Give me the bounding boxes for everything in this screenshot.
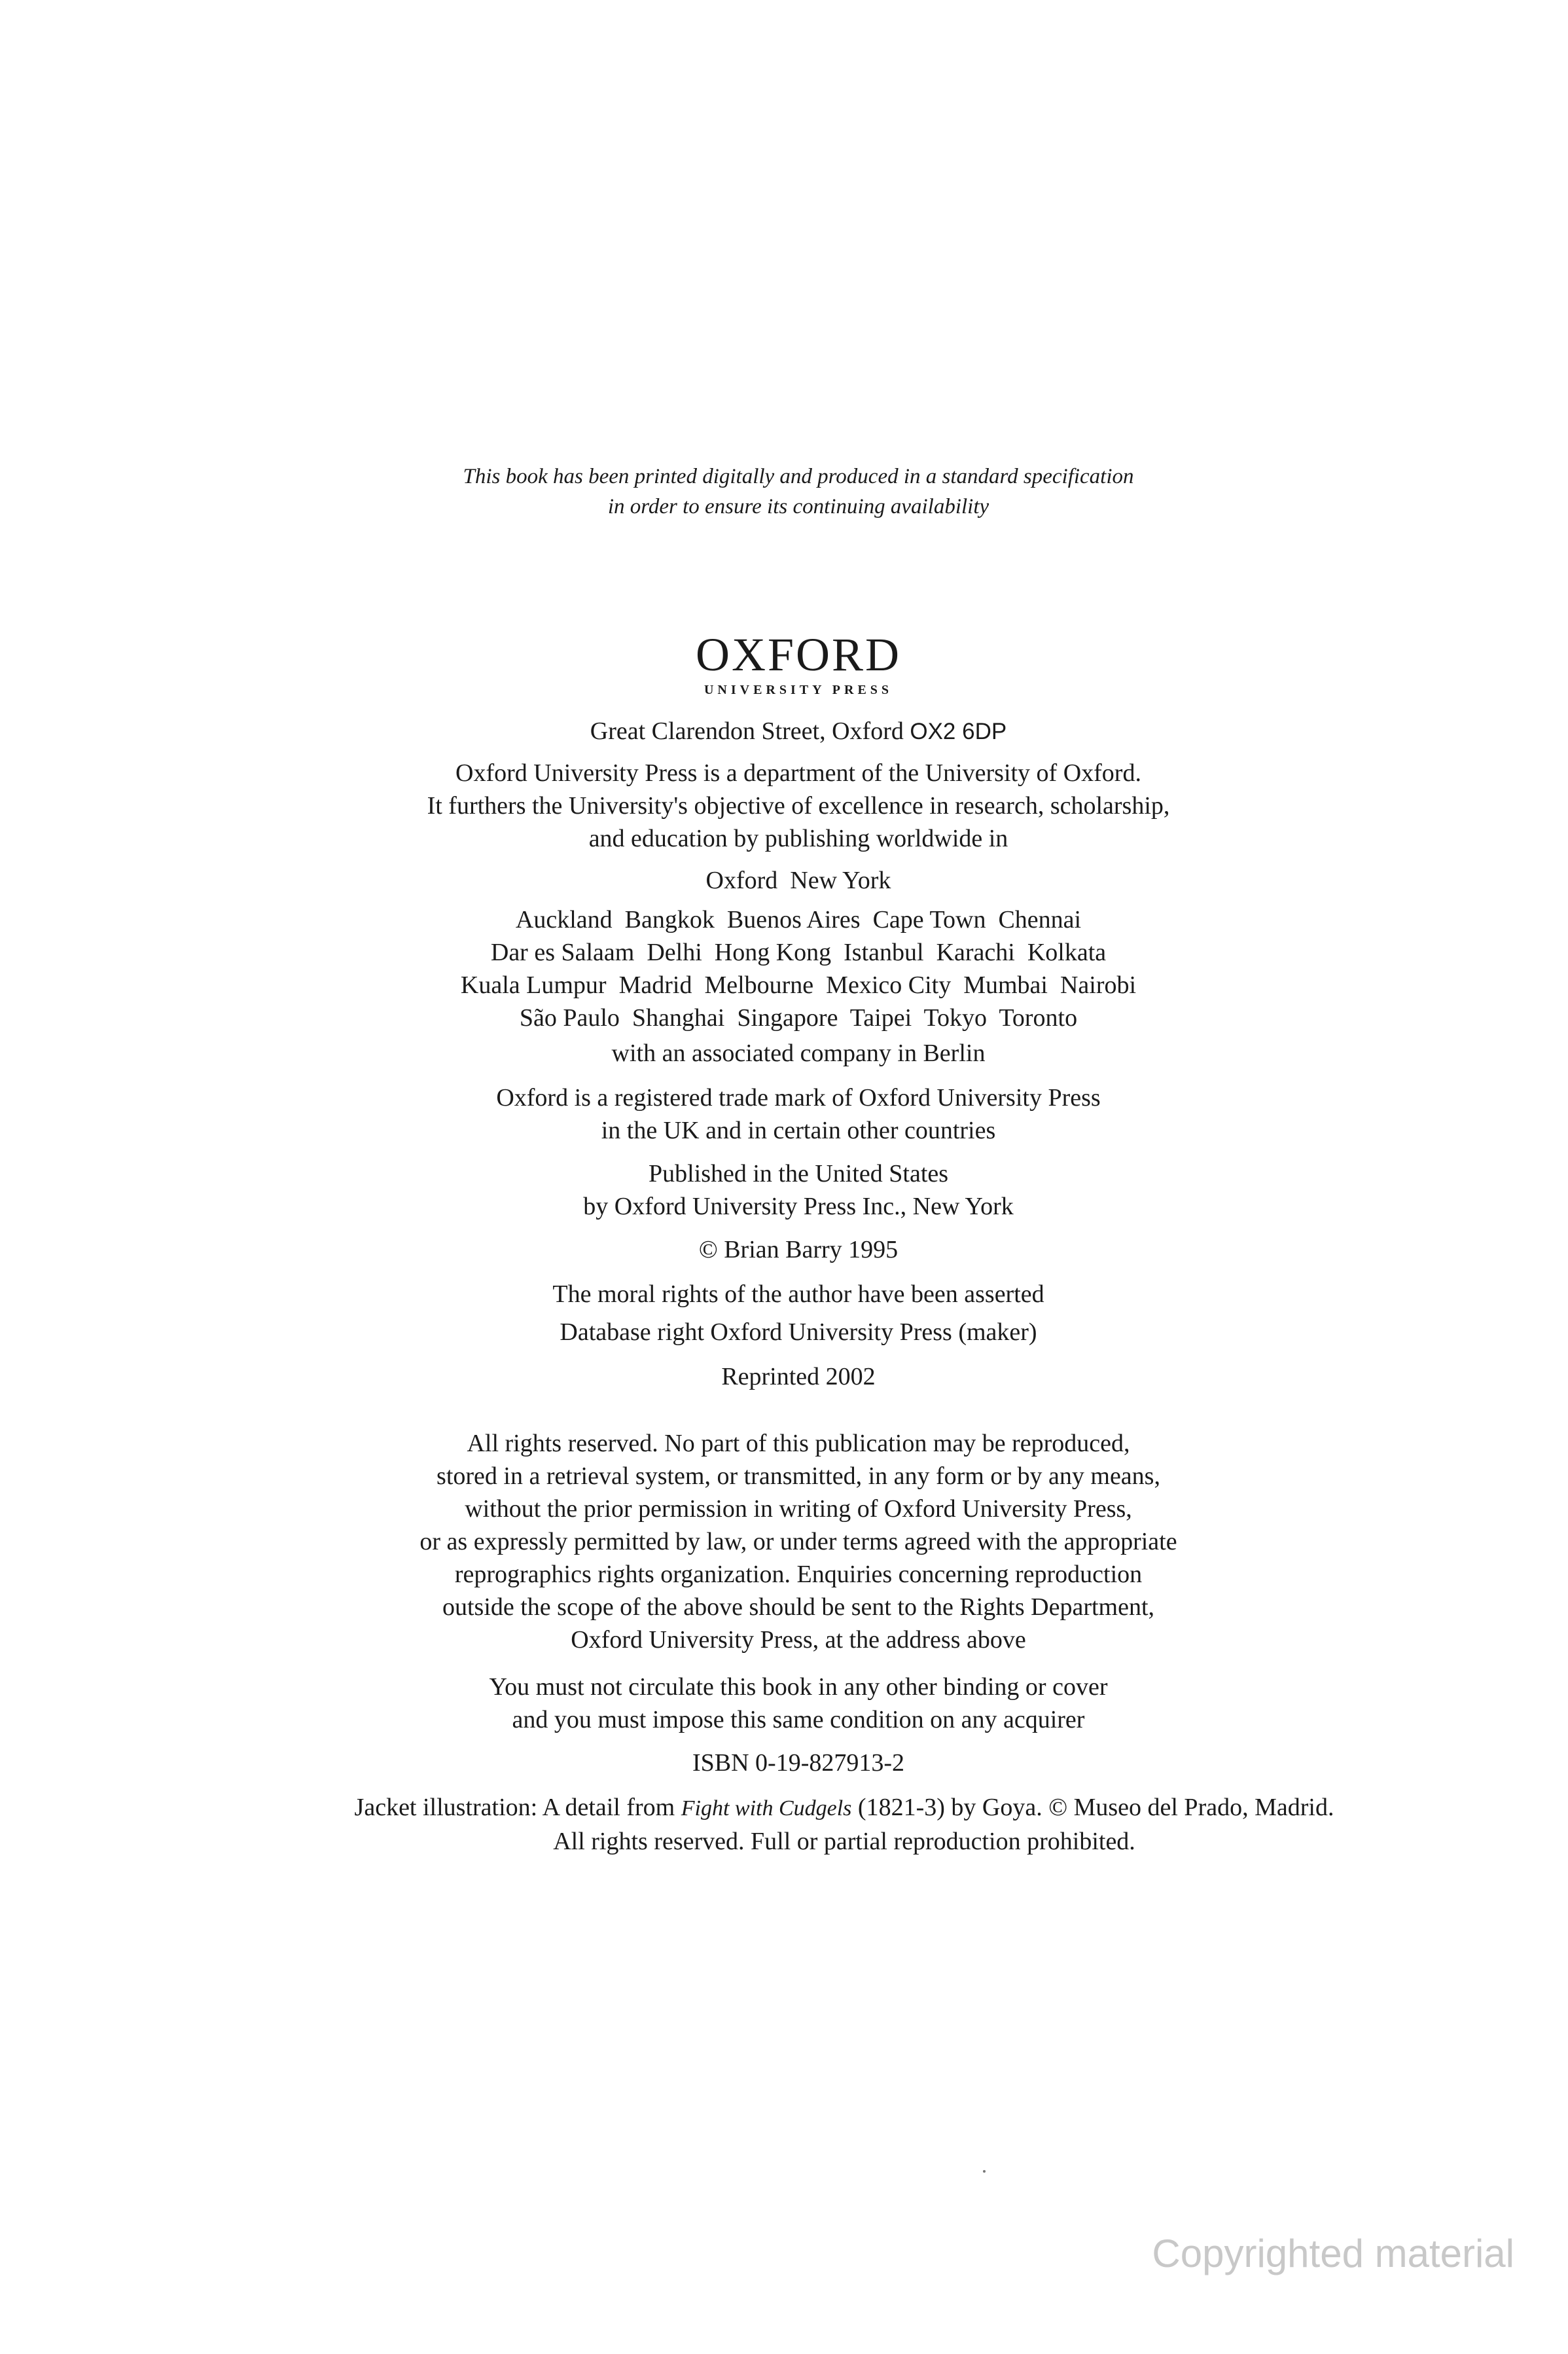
circulation-line: and you must impose this same condition on any acquirer <box>512 1706 1085 1733</box>
copyright-notice <box>223 1233 1374 1266</box>
trademark-line: Oxford is a registered trade mark of Oxford University Press <box>496 1084 1101 1112</box>
city-line: Kuala Lumpur Madrid Melbourne Mexico City Mumbai Nairobi <box>460 971 1137 999</box>
reprint-notice <box>223 1360 1374 1393</box>
main-offices <box>223 864 1374 897</box>
city-line: São Paulo Shanghai Singapore Taipei Tokyo Toronto <box>519 1004 1078 1032</box>
city-list <box>223 903 1374 1034</box>
rights-line: outside the scope of the above should be sent to the Rights Department, <box>442 1593 1155 1621</box>
department-line: It furthers the University's objective of excellence in research, scholarship, <box>427 792 1170 820</box>
jacket-line <box>196 1791 1492 1825</box>
reprinted-line: Reprinted 2002 <box>721 1363 876 1390</box>
address-street: Great Clarendon Street, Oxford <box>590 717 904 745</box>
oxford-logo <box>223 628 1374 699</box>
isbn-line: ISBN 0-19-827913-2 <box>692 1749 905 1777</box>
main-offices-line: Oxford New York <box>705 867 891 894</box>
associated-company-line: with an associated company in Berlin <box>611 1040 986 1067</box>
rights-line: without the prior permission in writing of Oxford University Press, <box>465 1495 1132 1523</box>
trademark-statement <box>223 1081 1374 1147</box>
isbn <box>223 1747 1374 1779</box>
address-postcode: OX2 6DP <box>910 719 1007 744</box>
database-right-line: Database right Oxford University Press (maker) <box>560 1318 1037 1346</box>
published-line: Published in the United States <box>648 1160 949 1187</box>
moral-rights-line: The moral rights of the author have been asserted <box>552 1280 1044 1308</box>
trademark-line: in the UK and in certain other countries <box>601 1117 996 1144</box>
stray-dot <box>983 2170 986 2173</box>
rights-reserved <box>223 1427 1374 1656</box>
city-line: Dar es Salaam Delhi Hong Kong Istanbul Karachi Kolkata <box>490 939 1107 966</box>
publisher-address <box>223 715 1374 748</box>
rights-line: reprographics rights organization. Enquiries concerning reproduction <box>454 1561 1143 1588</box>
rights-line: stored in a retrieval system, or transmitted, in any form or by any means, <box>437 1462 1160 1490</box>
city-line: Auckland Bangkok Buenos Aires Cape Town Chennai <box>515 906 1082 933</box>
jacket-artwork-title: Fight with Cudgels <box>681 1796 852 1820</box>
department-line: and education by publishing worldwide in <box>588 825 1008 852</box>
copyright-watermark: Copyrighted material <box>1152 2232 1514 2275</box>
associated-company <box>223 1037 1374 1070</box>
rights-line: or as expressly permitted by law, or under terms agreed with the appropriate <box>419 1528 1177 1555</box>
logo-subtitle: UNIVERSITY PRESS <box>704 683 893 697</box>
print-note-line: in order to ensure its continuing availability <box>607 495 989 518</box>
print-note <box>223 462 1374 522</box>
print-note-line: This book has been printed digitally and produced in a standard specification <box>463 465 1134 488</box>
address-line <box>223 715 1374 748</box>
circulation-condition <box>223 1671 1374 1736</box>
jacket-line: All rights reserved. Full or partial reproduction prohibited. <box>553 1828 1135 1855</box>
database-right <box>223 1316 1374 1349</box>
rights-line: Oxford University Press, at the address above <box>571 1626 1026 1654</box>
circulation-line: You must not circulate this book in any other binding or cover <box>489 1673 1108 1701</box>
moral-rights <box>223 1278 1374 1311</box>
published-statement <box>223 1157 1374 1223</box>
department-statement <box>223 757 1374 855</box>
jacket-credit <box>196 1791 1492 1858</box>
copyright-line: © Brian Barry 1995 <box>698 1236 899 1263</box>
published-line: by Oxford University Press Inc., New York <box>583 1193 1014 1220</box>
department-line: Oxford University Press is a department of the University of Oxford. <box>455 759 1141 787</box>
rights-line: All rights reserved. No part of this publication may be reproduced, <box>467 1430 1130 1457</box>
jacket-prefix: Jacket illustration: A detail from <box>354 1794 681 1821</box>
logo-name: OXFORD <box>695 628 902 681</box>
jacket-suffix: (1821-3) by Goya. © Museo del Prado, Madrid. <box>851 1794 1334 1821</box>
